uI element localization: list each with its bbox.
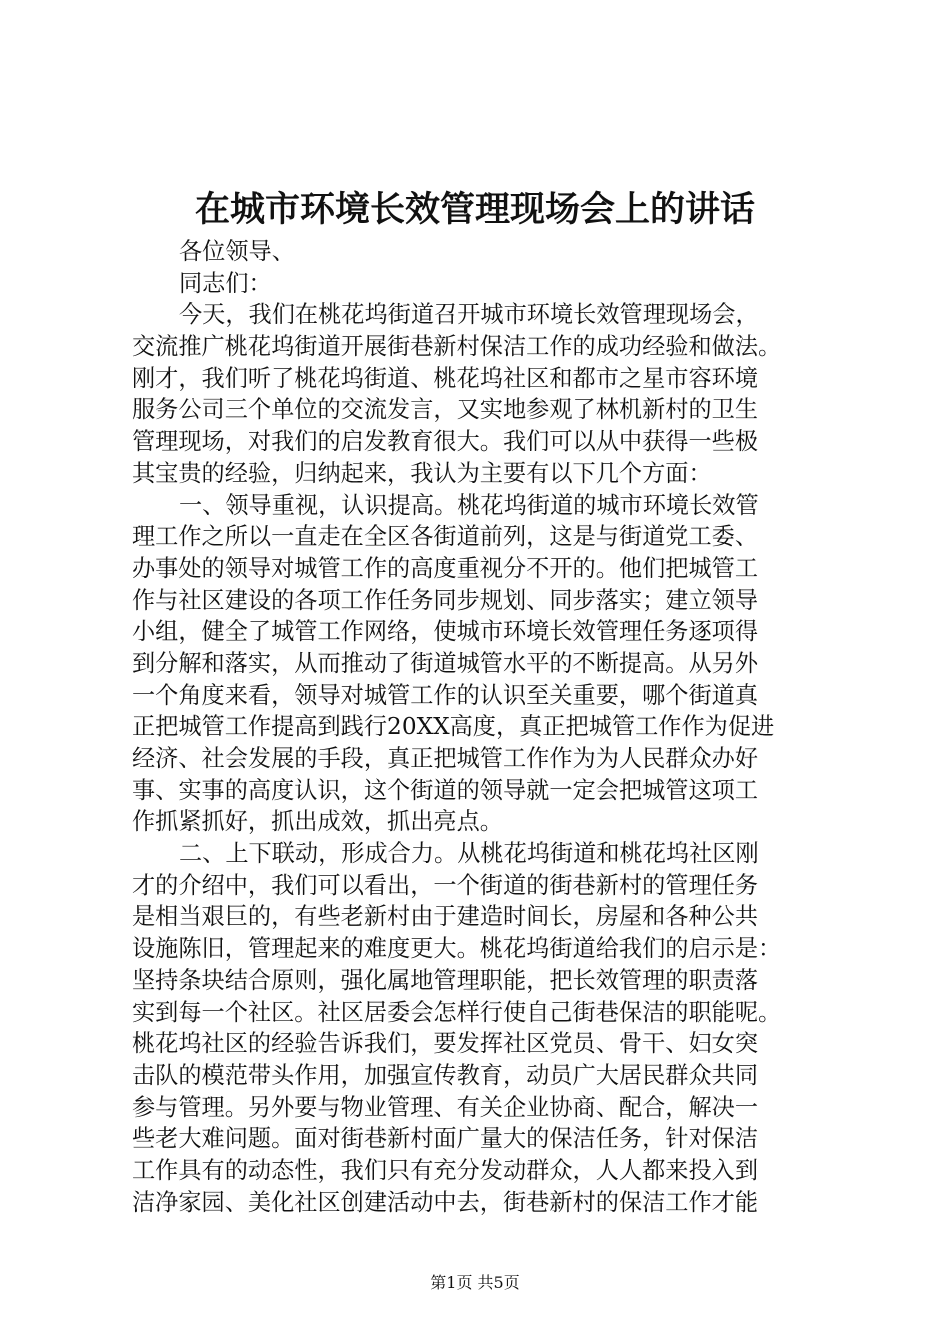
page-footer: 第1页 共5页 xyxy=(430,1273,520,1292)
text-line: 坚持条块结合原则，强化属地管理职能，把长效管理的职责落 xyxy=(132,966,759,994)
document-title: 在城市环境长效管理现场会上的讲话 xyxy=(194,189,755,230)
text-line: 洁净家园、美化社区创建活动中去，街巷新村的保洁工作才能 xyxy=(132,1188,759,1216)
text-line: 作抓紧抓好，抓出成效，抓出亮点。 xyxy=(132,808,503,836)
text-line: 小组，健全了城管工作网络，使城市环境长效管理任务逐项得 xyxy=(132,618,759,646)
text-line: 正把城管工作提高到践行20XX高度，真正把城管工作作为促进 xyxy=(132,713,775,741)
text-line: 理工作之所以一直走在全区各街道前列，这是与街道党工委、 xyxy=(132,523,759,551)
text-line: 刚才，我们听了桃花坞街道、桃花坞社区和都市之星市容环境 xyxy=(132,364,759,392)
text-line: 交流推广桃花坞街道开展街巷新村保洁工作的成功经验和做法。 xyxy=(132,333,782,361)
text-line: 击队的模范带头作用，加强宣传教育，动员广大居民群众共同 xyxy=(132,1061,759,1089)
text-line: 参与管理。另外要与物业管理、有关企业协商、配合，解决一 xyxy=(132,1093,759,1121)
text-line: 一、领导重视，认识提高。桃花坞街道的城市环境长效管 xyxy=(179,491,759,519)
text-line: 设施陈旧，管理起来的难度更大。桃花坞街道给我们的启示是： xyxy=(132,935,782,963)
text-line: 作与社区建设的各项工作任务同步规划、同步落实；建立领导 xyxy=(132,586,759,614)
text-line: 桃花坞社区的经验告诉我们，要发挥社区党员、骨干、妇女突 xyxy=(132,1030,759,1058)
text-line: 各位领导、 xyxy=(179,238,295,265)
text-line: 其宝贵的经验，归纳起来，我认为主要有以下几个方面： xyxy=(132,459,712,487)
text-line: 服务公司三个单位的交流发言，又实地参观了林机新村的卫生 xyxy=(132,396,759,424)
text-line: 办事处的领导对城管工作的高度重视分不开的。他们把城管工 xyxy=(132,554,759,582)
text-line: 是相当艰巨的，有些老新村由于建造时间长，房屋和各种公共 xyxy=(132,903,759,931)
text-line: 到分解和落实，从而推动了街道城管水平的不断提高。从另外 xyxy=(132,649,759,677)
text-line: 一个角度来看，领导对城管工作的认识至关重要，哪个街道真 xyxy=(132,681,759,709)
text-line: 管理现场，对我们的启发教育很大。我们可以从中获得一些极 xyxy=(132,428,759,456)
text-line: 今天，我们在桃花坞街道召开城市环境长效管理现场会， xyxy=(179,301,759,329)
text-line: 实到每一个社区。社区居委会怎样行使自己街巷保洁的职能呢。 xyxy=(132,998,782,1026)
text-line: 工作具有的动态性，我们只有充分发动群众，人人都来投入到 xyxy=(132,1156,759,1184)
text-line: 同志们： xyxy=(179,269,272,297)
text-line: 二、上下联动，形成合力。从桃花坞街道和桃花坞社区刚 xyxy=(179,840,759,868)
document-body xyxy=(132,236,832,1218)
text-line: 才的介绍中，我们可以看出，一个街道的街巷新村的管理任务 xyxy=(132,871,759,899)
text-line: 事、实事的高度认识，这个街道的领导就一定会把城管这项工 xyxy=(132,776,759,804)
text-line: 些老大难问题。面对街巷新村面广量大的保洁任务，针对保洁 xyxy=(132,1125,759,1153)
text-line: 经济、社会发展的手段，真正把城管工作作为为人民群众办好 xyxy=(132,745,759,772)
